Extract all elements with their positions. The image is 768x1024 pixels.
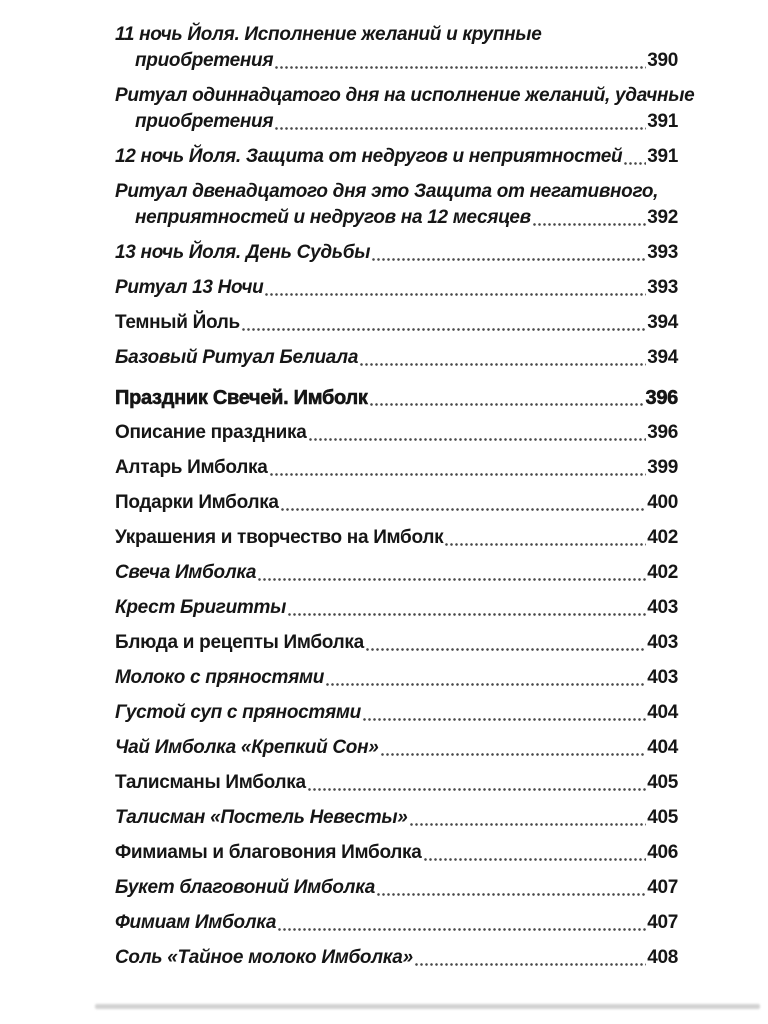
toc-leader-dots bbox=[376, 885, 646, 901]
toc-entry-label: Фимиам Имболка bbox=[115, 912, 277, 933]
toc-page-number: 396 bbox=[645, 387, 678, 409]
toc-leader-dots bbox=[257, 570, 646, 586]
toc-entry-label: Украшения и творчество на Имболк bbox=[115, 527, 444, 548]
toc-page-number: 393 bbox=[647, 277, 678, 298]
toc-page-number: 402 bbox=[647, 562, 678, 583]
toc-page-number: 392 bbox=[647, 207, 678, 228]
toc-entry bbox=[115, 840, 678, 866]
toc-page-number: 404 bbox=[647, 702, 678, 723]
toc-entry bbox=[115, 630, 678, 656]
toc-leader-dots bbox=[277, 920, 646, 936]
toc-page-number: 391 bbox=[647, 111, 678, 132]
toc-leader-dots bbox=[241, 320, 646, 336]
toc-entry bbox=[115, 490, 678, 516]
toc-leader-dots bbox=[287, 605, 646, 621]
toc-entry-label: 11 ночь Йоля. Исполнение желаний и крупные bbox=[115, 24, 542, 45]
toc-page-number: 391 bbox=[647, 146, 678, 167]
table-of-contents bbox=[115, 22, 695, 971]
toc-entry-label: Базовый Ритуал Белиала bbox=[115, 347, 359, 368]
toc-page-number: 393 bbox=[647, 242, 678, 263]
toc-entry-label: Алтарь Имболка bbox=[115, 457, 268, 478]
toc-leader-dots bbox=[369, 395, 645, 411]
toc-entry-label: Темный Йоль bbox=[115, 312, 240, 333]
toc-entry bbox=[115, 770, 678, 796]
toc-leader-dots bbox=[414, 955, 646, 971]
toc-leader-dots bbox=[365, 640, 646, 656]
toc-entry-label-wrap: приобретения bbox=[135, 111, 274, 132]
toc-leader-dots bbox=[362, 710, 646, 726]
toc-entry bbox=[115, 420, 678, 446]
toc-entry-label: Ритуал двенадцатого дня это Защита от негативного, bbox=[115, 181, 659, 202]
toc-page-number: 396 bbox=[647, 422, 678, 443]
toc-entry-label-wrap: приобретения bbox=[135, 50, 274, 71]
toc-entry bbox=[115, 875, 678, 901]
toc-entry bbox=[115, 310, 678, 336]
toc-entry-label: 12 ночь Йоля. Защита от недругов и неприятностей bbox=[115, 146, 623, 167]
toc-entry bbox=[115, 735, 678, 761]
toc-entry bbox=[115, 525, 678, 551]
toc-entry bbox=[115, 144, 678, 170]
toc-entry bbox=[115, 83, 695, 135]
toc-page-number: 406 bbox=[647, 842, 678, 863]
toc-entry bbox=[115, 345, 678, 371]
toc-leader-dots bbox=[264, 285, 646, 301]
toc-page-number: 394 bbox=[647, 312, 678, 333]
toc-entry bbox=[115, 240, 678, 266]
toc-leader-dots bbox=[280, 500, 646, 516]
toc-page-number: 403 bbox=[647, 667, 678, 688]
toc-page-number: 390 bbox=[647, 50, 678, 71]
toc-page-number: 403 bbox=[647, 632, 678, 653]
toc-entry bbox=[115, 665, 678, 691]
toc-entry-label: Подарки Имболка bbox=[115, 492, 279, 513]
toc-page-number: 407 bbox=[647, 877, 678, 898]
toc-entry-label: Ритуал одиннадцатого дня на исполнение желаний, удачные bbox=[115, 85, 695, 106]
toc-leader-dots bbox=[380, 745, 647, 761]
toc-page-number: 403 bbox=[647, 597, 678, 618]
toc-entry-label: Праздник Свечей. Имболк bbox=[115, 387, 368, 409]
toc-leader-dots bbox=[371, 250, 646, 266]
toc-entry-label: 13 ночь Йоля. День Судьбы bbox=[115, 242, 371, 263]
toc-leader-dots bbox=[269, 465, 647, 481]
toc-page-number: 399 bbox=[647, 457, 678, 478]
toc-leader-dots bbox=[274, 119, 646, 135]
toc-entry bbox=[115, 22, 678, 74]
toc-entry-label: Фимиамы и благовония Имболка bbox=[115, 842, 422, 863]
toc-section-header bbox=[115, 385, 678, 411]
toc-entry bbox=[115, 455, 678, 481]
toc-page-number: 394 bbox=[647, 347, 678, 368]
toc-leader-dots bbox=[409, 815, 647, 831]
scan-artifact-band bbox=[95, 1004, 760, 1009]
toc-entry-label: Талисман «Постель Невесты» bbox=[115, 807, 408, 828]
toc-entry bbox=[115, 945, 678, 971]
toc-leader-dots bbox=[325, 675, 646, 691]
toc-entry bbox=[115, 805, 678, 831]
toc-entry-label-wrap: неприятностей и недругов на 12 месяцев bbox=[135, 207, 531, 228]
toc-entry bbox=[115, 910, 678, 936]
toc-leader-dots bbox=[444, 535, 646, 551]
toc-page-number: 408 bbox=[647, 947, 678, 968]
toc-leader-dots bbox=[532, 215, 646, 231]
toc-page-number: 405 bbox=[647, 772, 678, 793]
toc-leader-dots bbox=[423, 850, 647, 866]
toc-leader-dots bbox=[308, 430, 647, 446]
toc-leader-dots bbox=[307, 780, 646, 796]
toc-entry-label: Ритуал 13 Ночи bbox=[115, 277, 264, 298]
toc-entry-label: Блюда и рецепты Имболка bbox=[115, 632, 364, 653]
toc-entry bbox=[115, 595, 678, 621]
toc-entry-label: Описание праздника bbox=[115, 422, 307, 443]
toc-page-number: 402 bbox=[647, 527, 678, 548]
toc-entry bbox=[115, 179, 678, 231]
toc-page-number: 407 bbox=[647, 912, 678, 933]
toc-entry bbox=[115, 275, 678, 301]
toc-entry-label: Крест Бригитты bbox=[115, 597, 287, 618]
toc-entry-label: Талисманы Имболка bbox=[115, 772, 306, 793]
toc-leader-dots bbox=[274, 58, 646, 74]
toc-page-number: 400 bbox=[647, 492, 678, 513]
toc-entry-label: Соль «Тайное молоко Имболка» bbox=[115, 947, 413, 968]
toc-entry-label: Густой суп с пряностями bbox=[115, 702, 361, 723]
toc-page-number: 405 bbox=[647, 807, 678, 828]
toc-entry bbox=[115, 700, 678, 726]
toc-entry-label: Свеча Имболка bbox=[115, 562, 257, 583]
toc-entry-label: Чай Имболка «Крепкий Сон» bbox=[115, 737, 379, 758]
toc-entry-label: Букет благовоний Имболка bbox=[115, 877, 376, 898]
toc-page-number: 404 bbox=[647, 737, 678, 758]
toc-leader-dots bbox=[623, 154, 646, 170]
toc-leader-dots bbox=[359, 355, 646, 371]
toc-entry bbox=[115, 560, 678, 586]
toc-entry-label: Молоко с пряностями bbox=[115, 667, 325, 688]
